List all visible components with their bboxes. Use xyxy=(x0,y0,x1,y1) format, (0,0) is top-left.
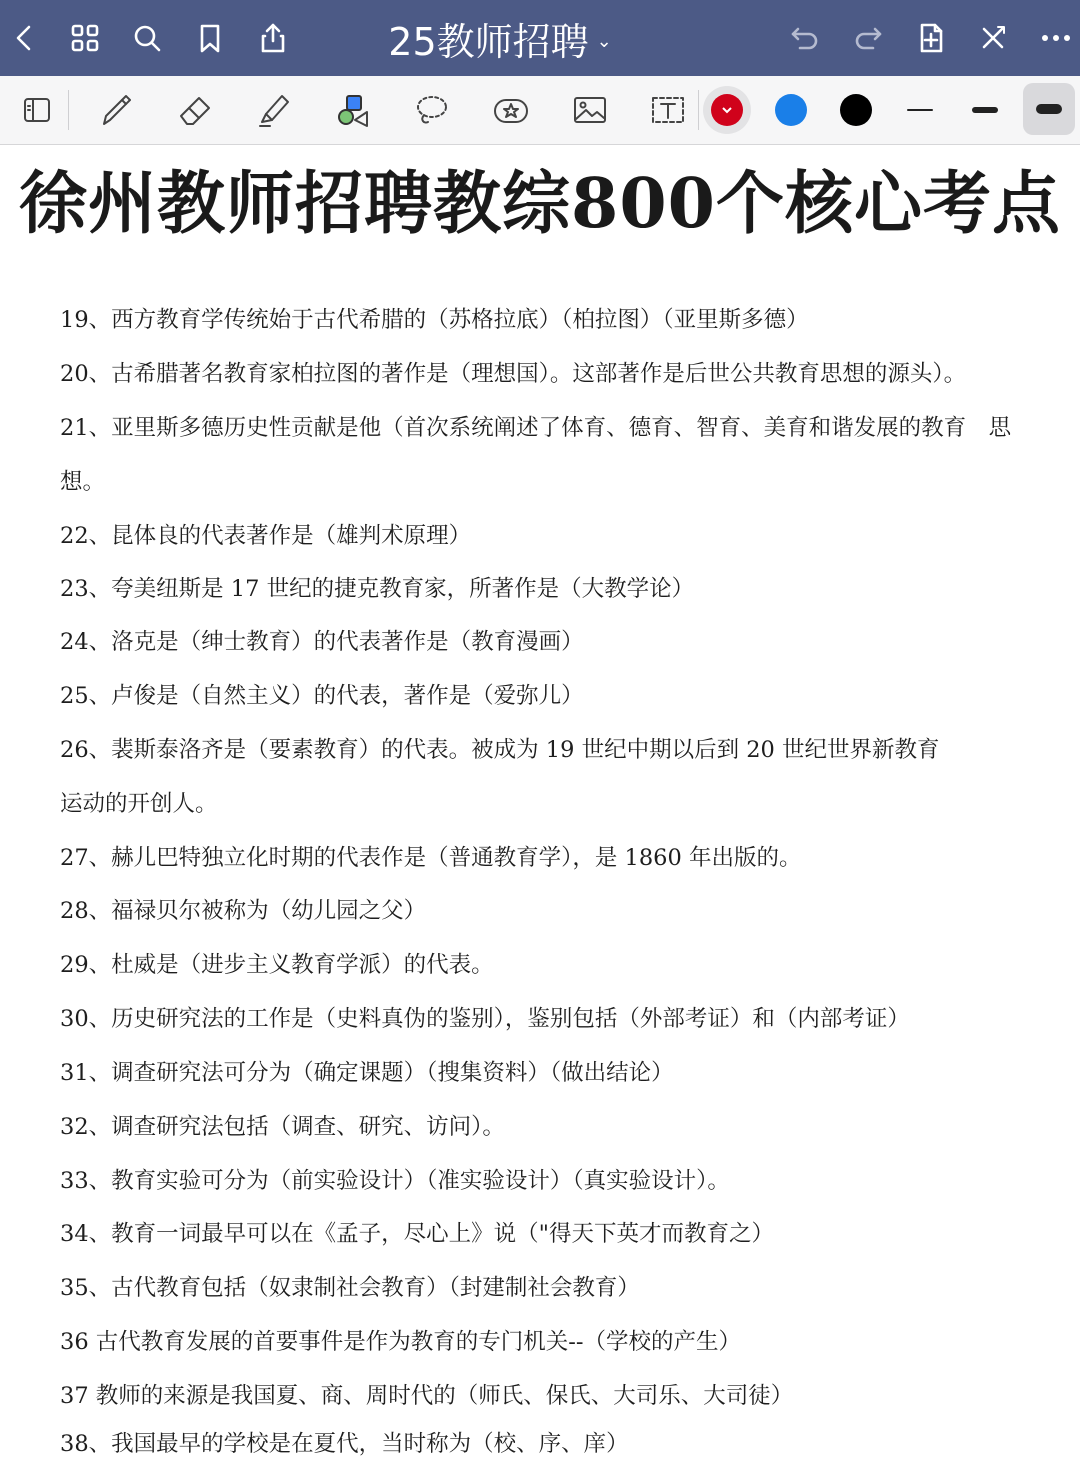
color-red-swatch[interactable] xyxy=(711,94,743,126)
list-item-continuation: 运动的开创人。 xyxy=(60,791,218,817)
list-item: 37 教师的来源是我国夏、商、周时代的（师氏、保氏、大司乐、大司徒） xyxy=(60,1383,794,1409)
list-item: 23、夸美纽斯是 17 世纪的捷克教育家，所著作是（大教学论） xyxy=(60,576,695,602)
list-item: 32、调查研究法包括（调查、研究、访问）。 xyxy=(60,1114,505,1140)
app-title: 25教师招聘 xyxy=(388,19,589,64)
list-item: 27、赫儿巴特独立化时期的代表作是（普通教育学），是 1860 年出版的。 xyxy=(60,845,802,871)
list-item: 31、调查研究法可分为（确定课题）（搜集资料）（做出结论） xyxy=(60,1060,674,1086)
search-icon[interactable] xyxy=(123,14,171,62)
top-app-bar xyxy=(0,0,1080,76)
list-item: 26、裴斯泰洛齐是（要素教育）的代表。被成为 19 世纪中期以后到 20 世纪世界新教育 xyxy=(60,737,940,763)
list-item: 24、洛克是（绅士教育）的代表著作是（教育漫画） xyxy=(60,629,584,655)
list-item: 29、杜威是（进步主义教育学派）的代表。 xyxy=(60,952,494,978)
more-icon[interactable] xyxy=(1032,14,1080,62)
drawing-toolbar xyxy=(0,76,1080,145)
thickness-medium-option[interactable] xyxy=(958,84,1012,136)
pen-icon[interactable] xyxy=(89,84,143,136)
grid-icon[interactable] xyxy=(61,14,109,62)
share-icon[interactable] xyxy=(249,14,297,62)
document-heading: 徐州教师招聘教综800个核心考点 xyxy=(19,164,1061,244)
list-item: 20、古希腊著名教育家柏拉图的著作是（理想国）。这部著作是后世公共教育思想的源头）。 xyxy=(60,361,967,387)
list-item: 38、我国最早的学校是在夏代，当时称为（校、序、庠） xyxy=(60,1431,629,1457)
back-icon[interactable] xyxy=(0,14,48,62)
highlighter-icon[interactable] xyxy=(247,84,301,136)
color-blue-swatch[interactable] xyxy=(775,94,807,126)
list-item: 30、历史研究法的工作是（史料真伪的鉴别），鉴别包括（外部考证）和（内部考证） xyxy=(60,1006,910,1032)
list-item: 36 古代教育发展的首要事件是作为教育的专门机关--（学校的产生） xyxy=(60,1329,741,1355)
list-item: 25、卢俊是（自然主义）的代表，著作是（爱弥儿） xyxy=(60,683,584,709)
list-item: 22、昆体良的代表著作是（雄判术原理） xyxy=(60,523,472,549)
bookmark-icon[interactable] xyxy=(186,14,234,62)
toolbar-divider xyxy=(698,90,699,130)
color-black-swatch[interactable] xyxy=(840,94,872,126)
sidebar-toggle-icon[interactable] xyxy=(10,84,64,136)
image-icon[interactable] xyxy=(563,84,617,136)
list-item: 21、亚里斯多德历史性贡献是他（首次系统阐述了体育、德育、智育、美育和谐发展的教育 思 xyxy=(60,415,1012,441)
sticker-icon[interactable] xyxy=(484,84,538,136)
thickness-thin-option[interactable] xyxy=(893,84,947,136)
redo-icon[interactable] xyxy=(844,14,892,62)
list-item: 28、福禄贝尔被称为（幼儿园之父） xyxy=(60,898,427,924)
list-item-continuation: 想。 xyxy=(60,469,106,495)
document-title-menu[interactable] xyxy=(360,12,640,64)
list-item: 33、教育实验可分为（前实验设计）（准实验设计）（真实验设计）。 xyxy=(60,1168,730,1194)
list-item: 34、教育一词最早可以在《孟子，尽心上》说（"得天下英才而教育之） xyxy=(60,1221,774,1247)
chevron-down-icon: ⌄ xyxy=(596,30,612,52)
list-item: 35、古代教育包括（奴隶制社会教育）（封建制社会教育） xyxy=(60,1275,640,1301)
eraser-icon[interactable] xyxy=(168,84,222,136)
shapes-icon[interactable] xyxy=(326,84,380,136)
undo-icon[interactable] xyxy=(781,14,829,62)
add-page-icon[interactable] xyxy=(907,14,955,62)
close-icon[interactable] xyxy=(969,14,1017,62)
text-box-icon[interactable] xyxy=(640,84,694,136)
lasso-icon[interactable] xyxy=(405,84,459,136)
toolbar-divider xyxy=(68,90,69,130)
list-item: 19、西方教育学传统始于古代希腊的（苏格拉底）（柏拉图）（亚里斯多德） xyxy=(60,307,809,333)
thickness-thick-option[interactable] xyxy=(1023,83,1075,135)
